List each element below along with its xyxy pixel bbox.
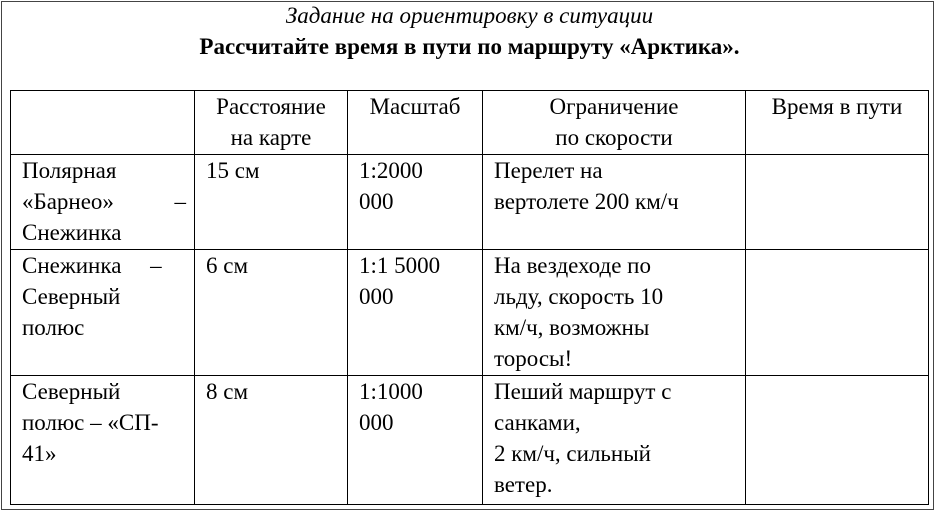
speed-cell: На вездеходе по льду, скорость 10 км/ч, возможны торосы!	[483, 250, 746, 376]
task-subtitle: Задание на ориентировку в ситуации	[285, 3, 654, 28]
header-scale: Масштаб	[348, 91, 483, 155]
table-row	[11, 376, 929, 505]
speed-cell: Пеший маршрут с санками, 2 км/ч, сильный ветер.	[483, 376, 746, 505]
header-time: Время в пути	[746, 91, 929, 155]
scale-cell: 1:1 5000 000	[348, 250, 483, 376]
table-header-row	[11, 91, 929, 155]
route-table	[10, 90, 929, 505]
distance-cell: 8 см	[195, 376, 348, 505]
header-distance: Расстояние на карте	[195, 91, 348, 155]
route-segment-cell: Северный полюс – «СП- 41»	[11, 376, 195, 505]
speed-cell: Перелет на вертолете 200 км/ч	[483, 155, 746, 250]
time-cell	[746, 250, 929, 376]
table-row	[11, 155, 929, 250]
distance-cell: 15 см	[195, 155, 348, 250]
time-cell	[746, 155, 929, 250]
route-segment-cell: Полярная «Барнео» – Снежинка	[11, 155, 195, 250]
time-cell	[746, 376, 929, 505]
route-segment-cell: Снежинка – Северный полюс	[11, 250, 195, 376]
task-title: Рассчитайте время в пути по маршруту «Арктика».	[199, 34, 740, 59]
table-row	[11, 250, 929, 376]
distance-cell: 6 см	[195, 250, 348, 376]
header-route	[11, 91, 195, 155]
header-speed: Ограничение по скорости	[483, 91, 746, 155]
scale-cell: 1:1000 000	[348, 376, 483, 505]
scale-cell: 1:2000 000	[348, 155, 483, 250]
